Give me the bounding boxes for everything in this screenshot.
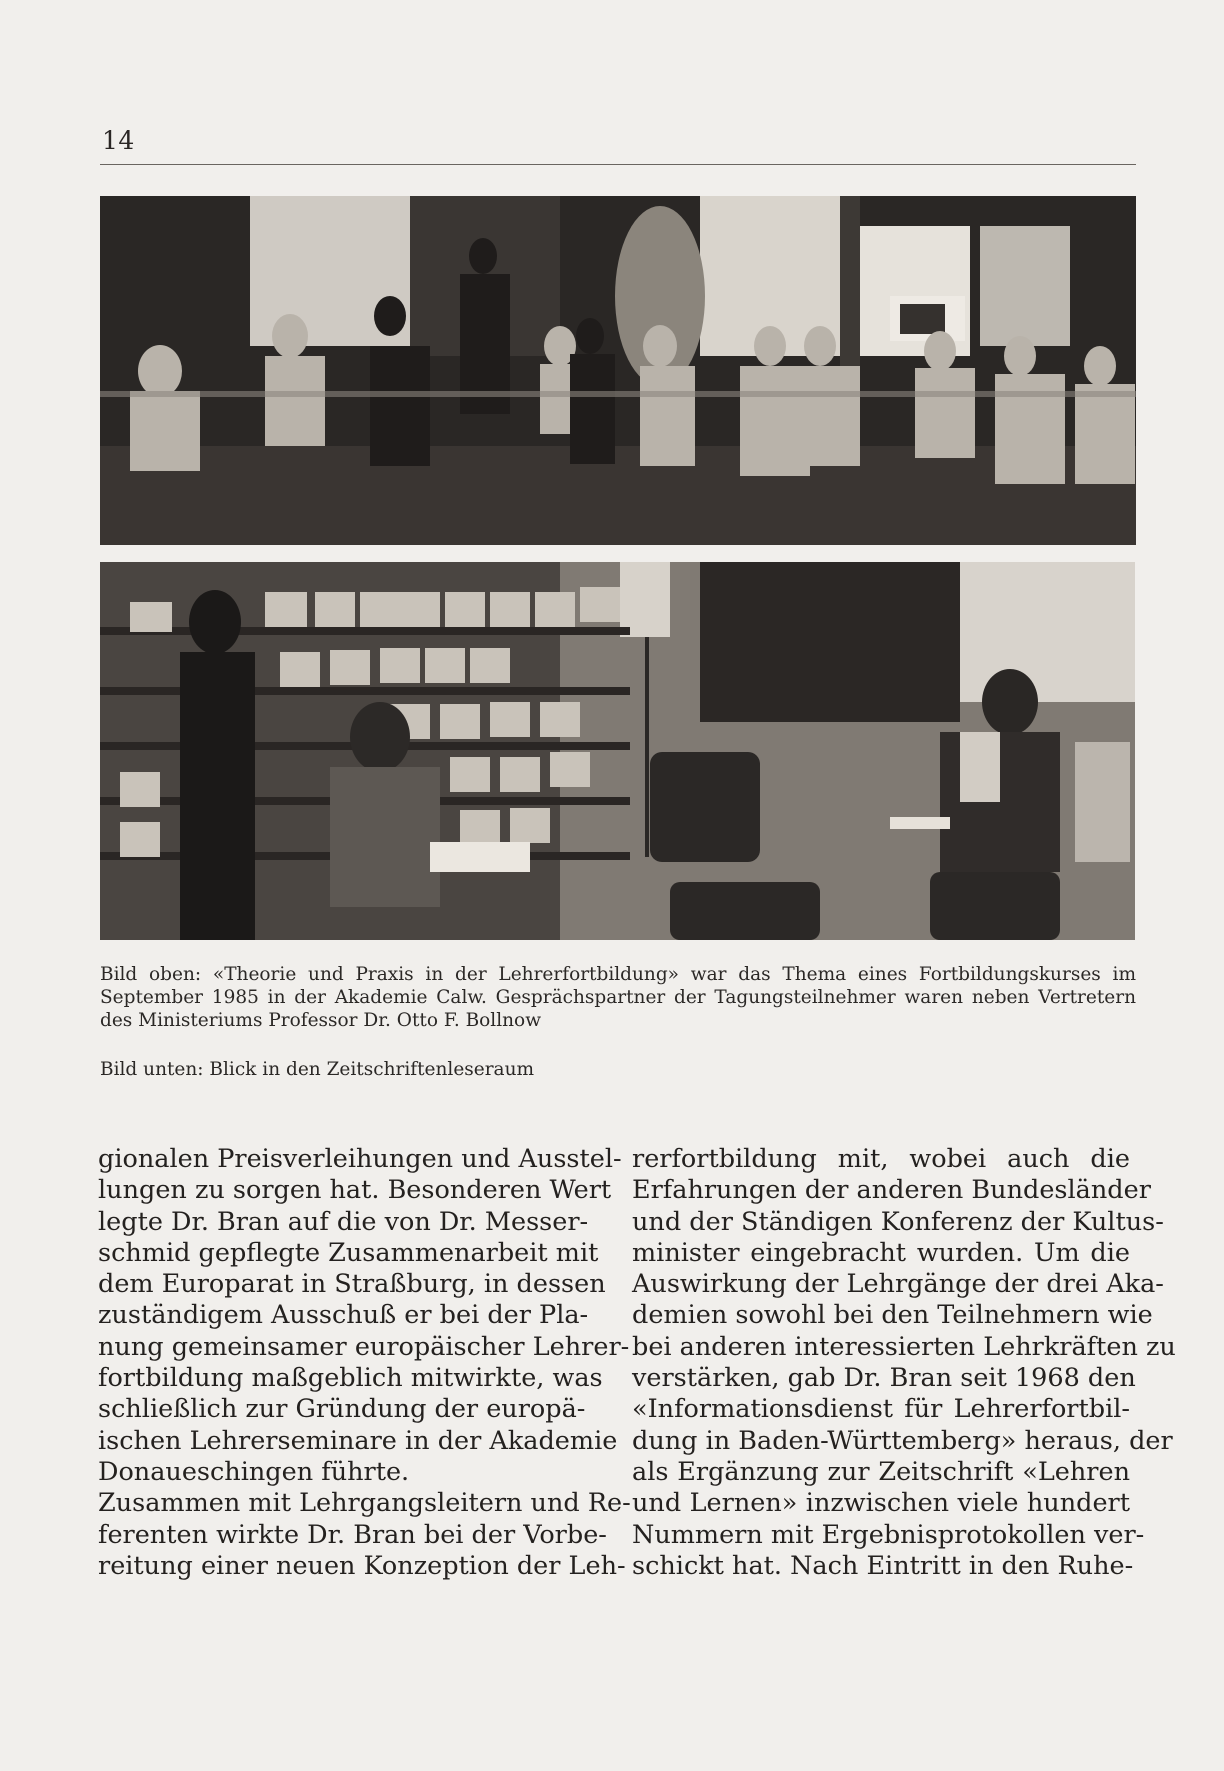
photo-seminar	[100, 196, 1136, 545]
text-line: Erfahrungen der anderen Bundesländer	[632, 1175, 1151, 1206]
text-line: lungen zu sorgen hat. Besonderen Wert	[98, 1175, 612, 1206]
caption-top: Bild oben: «Theorie und Praxis in der Lehrerfortbildung» war das Thema eines Fortbildungskurses im September 1985 in der Akademie Calw. Gesprächspartner der Tagungsteilnehmer waren neben Vertretern des Ministeriums Professor Dr. Otto F. Bollnow	[100, 964, 1136, 1031]
text-column-right	[632, 1144, 1176, 1582]
text-line: ischen Lehrerseminare in der Akademie	[98, 1425, 618, 1456]
text-line: Donaueschingen führte.	[98, 1456, 410, 1487]
text-line: demien sowohl bei den Teilnehmern wie	[632, 1300, 1153, 1331]
text-line: Nummern mit Ergebnisprotokollen ver-	[632, 1519, 1145, 1550]
text-line: «Informationsdienst für Lehrerfortbil-	[632, 1394, 1130, 1425]
paragraph	[632, 1144, 1176, 1582]
text-line: schließlich zur Gründung der europä-	[98, 1394, 586, 1425]
text-line: nung gemeinsamer europäischer Lehrer-	[98, 1331, 630, 1362]
text-line: minister eingebracht wurden. Um die	[632, 1237, 1130, 1268]
text-line: Zusammen mit Lehrgangsleitern und Re-	[98, 1488, 631, 1519]
text-line: verstärken, gab Dr. Bran seit 1968 den	[632, 1363, 1136, 1394]
text-line: dung in Baden-Württemberg» heraus, der	[632, 1425, 1173, 1456]
paragraph	[98, 1488, 631, 1582]
paragraph	[98, 1144, 630, 1488]
text-column-left	[98, 1144, 631, 1582]
text-line: reitung einer neuen Konzeption der Leh-	[98, 1550, 626, 1581]
text-line: schmid gepflegte Zusammenarbeit mit	[98, 1237, 599, 1268]
photo-reading-room	[100, 562, 1135, 940]
text-line: und Lernen» inzwischen viele hundert	[632, 1488, 1130, 1519]
page-number: 14	[102, 126, 135, 155]
text-line: fortbildung maßgeblich mitwirkte, was	[98, 1363, 603, 1394]
text-line: dem Europarat in Straßburg, in dessen	[98, 1269, 606, 1300]
text-line: legte Dr. Bran auf die von Dr. Messer-	[98, 1206, 589, 1237]
caption-bottom: Bild unten: Blick in den Zeitschriftenleseraum	[100, 1059, 535, 1080]
text-line: als Ergänzung zur Zeitschrift «Lehren	[632, 1456, 1130, 1487]
text-line: rerfortbildung mit, wobei auch die	[632, 1144, 1130, 1174]
text-line: und der Ständigen Konferenz der Kultus-	[632, 1206, 1164, 1237]
text-line: bei anderen interessierten Lehrkräften zu	[632, 1331, 1176, 1362]
text-line: gionalen Preisverleihungen und Ausstel-	[98, 1144, 622, 1174]
text-line: ferenten wirkte Dr. Bran bei der Vorbe-	[98, 1519, 607, 1550]
text-line: zuständigem Ausschuß er bei der Pla-	[98, 1300, 589, 1331]
text-line: schickt hat. Nach Eintritt in den Ruhe-	[632, 1550, 1134, 1581]
text-line: Auswirkung der Lehrgänge der drei Aka-	[632, 1269, 1164, 1300]
header-rule	[100, 164, 1136, 165]
